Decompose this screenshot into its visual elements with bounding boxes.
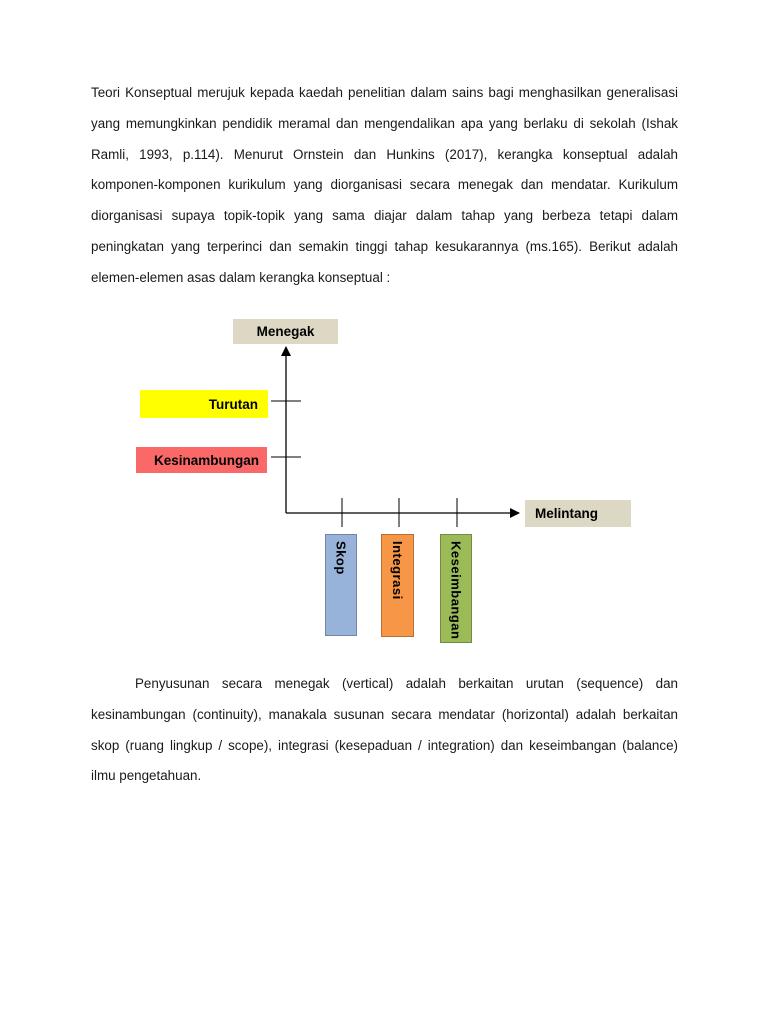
menegak-label: Menegak xyxy=(256,324,315,339)
turutan-label: Turutan xyxy=(208,396,258,412)
melintang-label-box xyxy=(525,500,631,527)
skop-box xyxy=(325,534,357,636)
kesinambungan-box xyxy=(136,447,267,473)
integrasi-label: Integrasi xyxy=(390,541,405,600)
skop-label: Skop xyxy=(333,541,349,575)
melintang-label: Melintang xyxy=(535,506,598,521)
menegak-label-box xyxy=(233,319,338,344)
kesinambungan-label: Kesinambungan xyxy=(153,452,259,468)
turutan-box xyxy=(140,390,268,418)
integrasi-box xyxy=(381,534,414,637)
keseimbangan-label: Keseimbangan xyxy=(448,541,464,640)
explanation-paragraph: Penyusunan secara menegak (vertical) adalah berkaitan urutan (sequence) dan kesinambungan (continuity), manakala susunan secara mendatar (horizontal) adalah berkaitan skop (ruang lingkup / scope), integrasi (kesepaduan / integration) dan keseimbangan (balance) ilmu pengetahuan. xyxy=(91,676,678,784)
intro-paragraph: Teori Konseptual merujuk kepada kaedah penelitian dalam sains bagi menghasilkan generalisasi yang memungkinkan pendidik meramal dan mengendalikan apa yang berlaku di sekolah (Ishak Ramli, 1993, p.114). Menurut Ornstein dan Hunkins (2017), kerangka konseptual adalah komponen-komponen kurikulum yang diorganisasi secara menegak dan mendatar. Kurikulum diorganisasi supaya topik-topik yang sama diajar dalam tahap yang berbeza tetapi dalam peningkatan yang terperinci dan semakin tinggi tahap kesukarannya (ms.165). Berikut adalah elemen-elemen asas dalam kerangka konseptual : xyxy=(91,85,678,285)
keseimbangan-box xyxy=(440,534,472,643)
